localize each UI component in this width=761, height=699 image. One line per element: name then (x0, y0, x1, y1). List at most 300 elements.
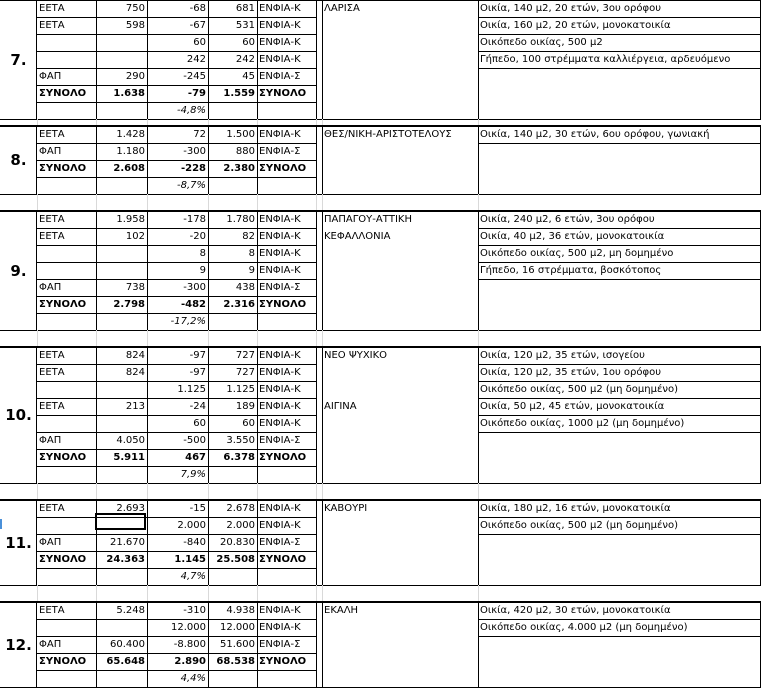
total-change[interactable]: 467 (185, 452, 206, 463)
cell-tax[interactable]: ΕΝΦΙΑ-Κ (259, 418, 301, 429)
cell-description[interactable]: Οικόπεδο οικίας, 500 μ2, μη δομημένο (480, 248, 674, 259)
grid-line (0, 126, 761, 127)
cell-type[interactable] (37, 262, 96, 279)
cell-change[interactable]: -245 (183, 71, 206, 82)
percent-change[interactable]: 7,9% (180, 469, 206, 480)
cell-final[interactable]: 1.125 (226, 384, 255, 395)
cell-base[interactable]: 5.248 (116, 605, 145, 616)
cell-tax[interactable]: ΕΝΦΙΑ-Κ (259, 248, 301, 259)
data-row (0, 262, 761, 279)
group-number: 11. (5, 533, 32, 552)
cell-change[interactable]: -178 (183, 214, 206, 225)
grid-line (37, 85, 316, 86)
grid-line (478, 517, 761, 518)
grid-line (96, 483, 97, 500)
total-label2[interactable]: ΣΥΝΟΛΟ (259, 656, 307, 667)
total-final[interactable]: 2.380 (223, 163, 255, 174)
cell-base[interactable]: 2.693 (116, 503, 145, 514)
group-separator (0, 483, 761, 500)
cell-tax[interactable]: ΕΝΦΙΑ-Κ (259, 214, 301, 225)
cell-base[interactable] (96, 619, 147, 636)
cell-final[interactable]: 2.678 (226, 503, 255, 514)
grid-line (478, 211, 479, 330)
cell-type[interactable] (37, 381, 96, 398)
cell-type[interactable]: ΕΕΤΑ (39, 3, 65, 14)
cell-change[interactable]: -20 (189, 231, 206, 242)
data-row (0, 228, 761, 245)
total-final[interactable]: 68.538 (216, 656, 255, 667)
cell-location[interactable]: ΛΑΡΙΣΑ (324, 3, 360, 14)
cell-final[interactable]: 438 (235, 282, 255, 293)
grid-line (257, 602, 258, 687)
total-final[interactable]: 2.316 (223, 299, 255, 310)
cell-type[interactable]: ΦΑΠ (39, 146, 62, 157)
cell-tax[interactable]: ΕΝΦΙΑ-Κ (259, 265, 301, 276)
cell-type[interactable] (37, 619, 96, 636)
cell-tax[interactable]: ΕΝΦΙΑ-Κ (259, 520, 301, 531)
percent-change[interactable]: -17,2% (170, 316, 206, 327)
cell-location[interactable] (322, 245, 478, 262)
cell-description[interactable] (478, 279, 761, 296)
cell-base[interactable]: 102 (125, 231, 145, 242)
cell-change[interactable]: -15 (189, 503, 206, 514)
data-row (0, 245, 761, 262)
cell-base[interactable]: 824 (125, 350, 145, 361)
total-label2[interactable]: ΣΥΝΟΛΟ (259, 88, 307, 99)
total-row (0, 551, 761, 568)
grid-line (257, 330, 258, 347)
total-change[interactable]: -228 (180, 163, 206, 174)
cell-final[interactable]: 531 (235, 20, 255, 31)
cell-base[interactable] (96, 262, 147, 279)
total-label[interactable]: ΣΥΝΟΛΟ (39, 88, 87, 99)
cell-base[interactable] (96, 381, 147, 398)
cell-final[interactable]: 60 (242, 418, 255, 429)
grid-line (478, 398, 761, 399)
grid-line (208, 0, 209, 119)
total-label2[interactable]: ΣΥΝΟΛΟ (259, 554, 307, 565)
cell-change[interactable]: 242 (186, 54, 206, 65)
cell-tax[interactable]: ΕΝΦΙΑ-Κ (259, 54, 301, 65)
cell-final[interactable]: 727 (235, 367, 255, 378)
cell-location[interactable]: ΕΚΑΛΗ (324, 605, 359, 616)
percent-row (0, 466, 761, 483)
cell-type[interactable] (37, 245, 96, 262)
cell-description[interactable]: Οικόπεδο οικίας, 4.000 μ2 (μη δομημένο) (480, 622, 688, 633)
grid-line (37, 279, 316, 280)
cell-final[interactable]: 60 (242, 37, 255, 48)
grid-line (478, 364, 761, 365)
data-row (0, 636, 761, 653)
cell-base[interactable]: 598 (125, 20, 145, 31)
cell-tax[interactable]: ΕΝΦΙΑ-Κ (259, 367, 301, 378)
cell-final[interactable]: 1.500 (226, 129, 255, 140)
grid-line (208, 211, 209, 330)
cell-base[interactable]: 213 (125, 401, 145, 412)
cell-description[interactable]: Γήπεδο, 16 στρέμματα, βοσκότοπος (480, 265, 662, 276)
cell-final[interactable]: 9 (248, 265, 255, 276)
grid-line (37, 466, 316, 467)
cell-final[interactable]: 4.938 (226, 605, 255, 616)
cell-location[interactable] (322, 364, 478, 381)
grid-line (322, 330, 323, 347)
grid-line (37, 177, 316, 178)
grid-line (96, 211, 97, 330)
cell-change[interactable]: -500 (183, 435, 206, 446)
cell-location[interactable] (322, 68, 478, 85)
total-change[interactable]: -79 (187, 88, 206, 99)
cell-description[interactable]: Οικία, 40 μ2, 36 ετών, μονοκατοικία (480, 231, 665, 242)
grid-line (147, 347, 148, 483)
cell-tax[interactable]: ΕΝΦΙΑ-Σ (259, 537, 301, 548)
cell-final[interactable]: 8 (248, 248, 255, 259)
total-change[interactable]: -482 (180, 299, 206, 310)
cell-location[interactable] (322, 517, 478, 534)
cell-change[interactable]: -840 (183, 537, 206, 548)
grid-line (208, 483, 209, 500)
cell-type[interactable]: ΦΑΠ (39, 282, 62, 293)
cell-final[interactable]: 727 (235, 350, 255, 361)
total-base[interactable]: 24.363 (106, 554, 145, 565)
grid-line (316, 330, 317, 347)
cell-description[interactable] (478, 143, 761, 160)
total-label[interactable]: ΣΥΝΟΛΟ (39, 163, 87, 174)
cell-change[interactable]: 60 (193, 418, 206, 429)
grid-line (478, 143, 761, 144)
cell-tax[interactable]: ΕΝΦΙΑ-Κ (259, 401, 301, 412)
grid-line (36, 126, 37, 194)
cell-description[interactable] (478, 68, 761, 85)
cell-final[interactable]: 2.000 (226, 520, 255, 531)
cell-change[interactable]: 72 (193, 129, 206, 140)
cell-change[interactable]: -8.800 (173, 639, 206, 650)
grid-line (316, 126, 317, 194)
total-label[interactable]: ΣΥΝΟΛΟ (39, 452, 87, 463)
cell-description[interactable]: Οικία, 140 μ2, 30 ετών, 6ου ορόφου, γωνιακή (480, 129, 710, 140)
cell-tax[interactable]: ΕΝΦΙΑ-Κ (259, 350, 301, 361)
cell-final[interactable]: 681 (235, 3, 255, 14)
grid-line (322, 0, 323, 119)
grid-line (37, 619, 316, 620)
cell-location[interactable] (322, 636, 478, 653)
cell-type[interactable]: ΦΑΠ (39, 435, 62, 446)
cell-location[interactable] (322, 415, 478, 432)
cell-location[interactable] (322, 432, 478, 449)
cell-final[interactable]: 51.600 (220, 639, 255, 650)
grid-line (478, 415, 761, 416)
cell-description[interactable]: Οικόπεδο οικίας, 1000 μ2 (μη δομημένο) (480, 418, 685, 429)
cell-description[interactable]: Οικία, 120 μ2, 35 ετών, 1ου ορόφου (480, 367, 662, 378)
total-final[interactable]: 1.559 (223, 88, 255, 99)
cell-change[interactable]: 9 (199, 265, 206, 276)
cell-description[interactable]: Οικόπεδο οικίας, 500 μ2 (μη δομημένο) (480, 384, 678, 395)
cell-type[interactable]: ΕΕΤΑ (39, 350, 65, 361)
grid-line (478, 602, 479, 687)
grid-line (0, 500, 761, 501)
cell-change[interactable]: 60 (193, 37, 206, 48)
cell-final[interactable]: 20.830 (220, 537, 255, 548)
grid-line (478, 194, 479, 211)
grid-line (208, 500, 209, 585)
cell-location[interactable] (322, 143, 478, 160)
grid-line (96, 194, 97, 211)
total-label[interactable]: ΣΥΝΟΛΟ (39, 656, 87, 667)
percent-change[interactable]: 4,7% (180, 571, 206, 582)
grid-line (316, 211, 317, 330)
grid-line (0, 687, 761, 688)
cell-tax[interactable]: ΕΝΦΙΑ-Κ (259, 129, 301, 140)
group-number: 10. (5, 406, 32, 424)
cell-location[interactable]: ΑΙΓΙΝΑ (324, 401, 357, 412)
total-label2[interactable]: ΣΥΝΟΛΟ (259, 163, 307, 174)
cell-description[interactable]: Γήπεδο, 100 στρέμματα καλλιέργεια, αρδευόμενο (480, 54, 731, 65)
cell-tax[interactable]: ΕΝΦΙΑ-Κ (259, 503, 301, 514)
cell-description[interactable]: Οικία, 120 μ2, 35 ετών, ισογείου (480, 350, 645, 361)
grid-line (208, 602, 209, 687)
cell-type[interactable]: ΕΕΤΑ (39, 503, 65, 514)
grid-line (208, 126, 209, 194)
cell-final[interactable]: 82 (242, 231, 255, 242)
grid-line (37, 670, 316, 671)
data-row (0, 415, 761, 432)
grid-line (478, 51, 761, 52)
total-base[interactable]: 1.638 (113, 88, 145, 99)
total-base[interactable]: 2.798 (113, 299, 145, 310)
data-row (0, 619, 761, 636)
cell-type[interactable]: ΦΑΠ (39, 537, 62, 548)
total-change[interactable]: 1.145 (174, 554, 206, 565)
cell-description[interactable] (478, 432, 761, 449)
grid-line (37, 398, 316, 399)
grid-line (96, 0, 97, 119)
cell-description[interactable]: Οικία, 140 μ2, 20 ετών, 3ου ορόφου (480, 3, 662, 14)
cell-final[interactable]: 3.550 (226, 435, 255, 446)
cell-base[interactable]: 750 (125, 3, 145, 14)
grid-line (36, 602, 37, 687)
cell-type[interactable]: ΕΕΤΑ (39, 129, 65, 140)
cell-tax[interactable]: ΕΝΦΙΑ-Κ (259, 605, 301, 616)
grid-line (478, 0, 479, 119)
grid-line (36, 0, 37, 119)
cell-type[interactable]: ΦΑΠ (39, 71, 62, 82)
cell-type[interactable]: ΕΕΤΑ (39, 20, 65, 31)
grid-line (316, 194, 317, 211)
cell-description[interactable]: Οικία, 420 μ2, 30 ετών, μονοκατοικία (480, 605, 671, 616)
grid-line (257, 347, 258, 483)
cell-location[interactable]: ΠΑΠΑΓΟΥ-ΑΤΤΙΚΗ (324, 214, 412, 225)
cell-location[interactable] (322, 17, 478, 34)
cell-change[interactable]: -310 (183, 605, 206, 616)
grid-line (478, 279, 761, 280)
cell-base[interactable]: 1.180 (116, 146, 145, 157)
grid-line (322, 602, 323, 687)
cell-base[interactable]: 60.400 (110, 639, 145, 650)
cell-change[interactable]: -300 (183, 146, 206, 157)
grid-line (37, 636, 316, 637)
total-change[interactable]: 2.890 (174, 656, 206, 667)
cell-final[interactable]: 242 (235, 54, 255, 65)
percent-row (0, 313, 761, 330)
cell-tax[interactable]: ΕΝΦΙΑ-Σ (259, 639, 301, 650)
cell-location[interactable] (322, 381, 478, 398)
grid-line (0, 347, 761, 348)
data-row (0, 34, 761, 51)
cell-type[interactable]: ΕΕΤΑ (39, 605, 65, 616)
cell-location[interactable] (322, 534, 478, 551)
cell-tax[interactable]: ΕΝΦΙΑ-Σ (259, 282, 301, 293)
grid-line (36, 500, 37, 585)
cell-description[interactable] (478, 636, 761, 653)
grid-line (37, 653, 316, 654)
percent-row (0, 102, 761, 119)
grid-line (478, 17, 761, 18)
grid-line (147, 585, 148, 602)
grid-line (96, 602, 97, 687)
cell-base[interactable] (96, 51, 147, 68)
cell-tax[interactable]: ΕΝΦΙΑ-Κ (259, 384, 301, 395)
cell-description[interactable]: Οικόπεδο οικίας, 500 μ2 (480, 37, 603, 48)
cell-base[interactable] (96, 245, 147, 262)
cell-base[interactable]: 21.670 (110, 537, 145, 548)
grid-line (37, 364, 316, 365)
percent-change[interactable]: -8,7% (176, 180, 206, 191)
percent-change[interactable]: 4,4% (180, 673, 206, 684)
cell-base[interactable]: 1.428 (116, 129, 145, 140)
cell-description[interactable] (478, 534, 761, 551)
grid-line (208, 585, 209, 602)
total-row (0, 449, 761, 466)
group-number: 9. (10, 261, 27, 280)
grid-line (147, 194, 148, 211)
cell-tax[interactable]: ΕΝΦΙΑ-Κ (259, 37, 301, 48)
cell-change[interactable]: -300 (183, 282, 206, 293)
grid-line (478, 381, 761, 382)
grid-line (478, 636, 761, 637)
grid-line (316, 602, 317, 687)
grid-line (478, 432, 761, 433)
grid-line (478, 245, 761, 246)
cell-base[interactable]: 738 (125, 282, 145, 293)
grid-line (322, 347, 323, 483)
cell-change[interactable]: -68 (189, 3, 206, 14)
cell-change[interactable]: -24 (189, 401, 206, 412)
cell-description[interactable]: Οικία, 180 μ2, 16 ετών, μονοκατοικία (480, 503, 671, 514)
cell-location[interactable] (322, 279, 478, 296)
grid-line (37, 330, 38, 347)
grid-line (316, 500, 317, 585)
cell-change[interactable]: -97 (189, 350, 206, 361)
percent-row (0, 177, 761, 194)
total-base[interactable]: 5.911 (113, 452, 145, 463)
data-row (0, 126, 761, 143)
cell-tax[interactable]: ΕΝΦΙΑ-Κ (259, 3, 301, 14)
cell-type[interactable]: ΕΕΤΑ (39, 231, 65, 242)
row-selection-marker (0, 519, 2, 529)
cell-final[interactable]: 1.780 (226, 214, 255, 225)
cell-location[interactable] (322, 619, 478, 636)
cell-type[interactable] (37, 51, 96, 68)
cell-change[interactable]: -97 (189, 367, 206, 378)
grid-line (37, 313, 316, 314)
cell-final[interactable]: 45 (242, 71, 255, 82)
grid-line (37, 585, 38, 602)
grid-line (257, 500, 258, 585)
cell-type[interactable] (37, 517, 96, 534)
cell-type[interactable]: ΕΕΤΑ (39, 214, 65, 225)
cell-location[interactable] (322, 34, 478, 51)
grid-line (478, 68, 761, 69)
cell-description[interactable]: Οικία, 50 μ2, 45 ετών, μονοκατοικία (480, 401, 665, 412)
cell-tax[interactable]: ΕΝΦΙΑ-Σ (259, 435, 301, 446)
cell-tax[interactable]: ΕΝΦΙΑ-Κ (259, 20, 301, 31)
cell-type[interactable]: ΕΕΤΑ (39, 401, 65, 412)
cell-tax[interactable]: ΕΝΦΙΑ-Σ (259, 71, 301, 82)
cell-location[interactable] (322, 51, 478, 68)
cell-change[interactable]: 2.000 (177, 520, 206, 531)
cell-base[interactable]: 1.958 (116, 214, 145, 225)
cell-base[interactable]: 290 (125, 71, 145, 82)
cell-change[interactable]: -67 (189, 20, 206, 31)
grid-line (36, 211, 37, 330)
cell-final[interactable]: 12.000 (220, 622, 255, 633)
grid-line (96, 585, 97, 602)
cell-tax[interactable]: ΕΝΦΙΑ-Σ (259, 146, 301, 157)
cell-description[interactable]: Οικία, 160 μ2, 20 ετών, μονοκατοικία (480, 20, 671, 31)
total-row (0, 653, 761, 670)
percent-change[interactable]: -4,8% (176, 105, 206, 116)
cell-description[interactable]: Οικία, 240 μ2, 6 ετών, 3ου ορόφου (480, 214, 655, 225)
grid-line (257, 483, 258, 500)
cell-tax[interactable]: ΕΝΦΙΑ-Κ (259, 231, 301, 242)
cell-change[interactable]: 1.125 (177, 384, 206, 395)
total-base[interactable]: 2.608 (113, 163, 145, 174)
selected-cell[interactable] (95, 513, 146, 530)
cell-type[interactable]: ΕΕΤΑ (39, 367, 65, 378)
grid-line (37, 449, 316, 450)
cell-location[interactable]: ΘΕΣ/ΝΙΚΗ-ΑΡΙΣΤΟΤΕΛΟΥΣ (324, 129, 452, 140)
total-label2[interactable]: ΣΥΝΟΛΟ (259, 452, 307, 463)
cell-base[interactable] (96, 415, 147, 432)
total-label2[interactable]: ΣΥΝΟΛΟ (259, 299, 307, 310)
cell-location[interactable] (322, 262, 478, 279)
total-label[interactable]: ΣΥΝΟΛΟ (39, 299, 87, 310)
grid-line (37, 534, 316, 535)
total-base[interactable]: 65.648 (106, 656, 145, 667)
grid-line (478, 585, 479, 602)
cell-location[interactable]: ΚΑΒΟΥΡΙ (324, 503, 368, 514)
total-final[interactable]: 25.508 (216, 554, 255, 565)
cell-change[interactable]: 8 (199, 248, 206, 259)
grid-line (37, 517, 316, 518)
cell-base[interactable] (96, 34, 147, 51)
cell-base[interactable]: 824 (125, 367, 145, 378)
grid-line (208, 347, 209, 483)
grid-line (478, 34, 761, 35)
cell-base[interactable]: 4.050 (116, 435, 145, 446)
cell-change[interactable]: 12.000 (171, 622, 206, 633)
cell-location[interactable]: ΚΕΦΑΛΛΟΝΙΑ (324, 231, 391, 242)
cell-tax[interactable]: ΕΝΦΙΑ-Κ (259, 622, 301, 633)
cell-final[interactable]: 189 (235, 401, 255, 412)
cell-final[interactable]: 880 (235, 146, 255, 157)
cell-location[interactable]: ΝΕΟ ΨΥΧΙΚΟ (324, 350, 388, 361)
total-final[interactable]: 6.378 (223, 452, 255, 463)
total-label[interactable]: ΣΥΝΟΛΟ (39, 554, 87, 565)
cell-type[interactable]: ΦΑΠ (39, 639, 62, 650)
cell-type[interactable] (37, 34, 96, 51)
cell-type[interactable] (37, 415, 96, 432)
cell-description[interactable]: Οικόπεδο οικίας, 500 μ2 (μη δομημένο) (480, 520, 678, 531)
